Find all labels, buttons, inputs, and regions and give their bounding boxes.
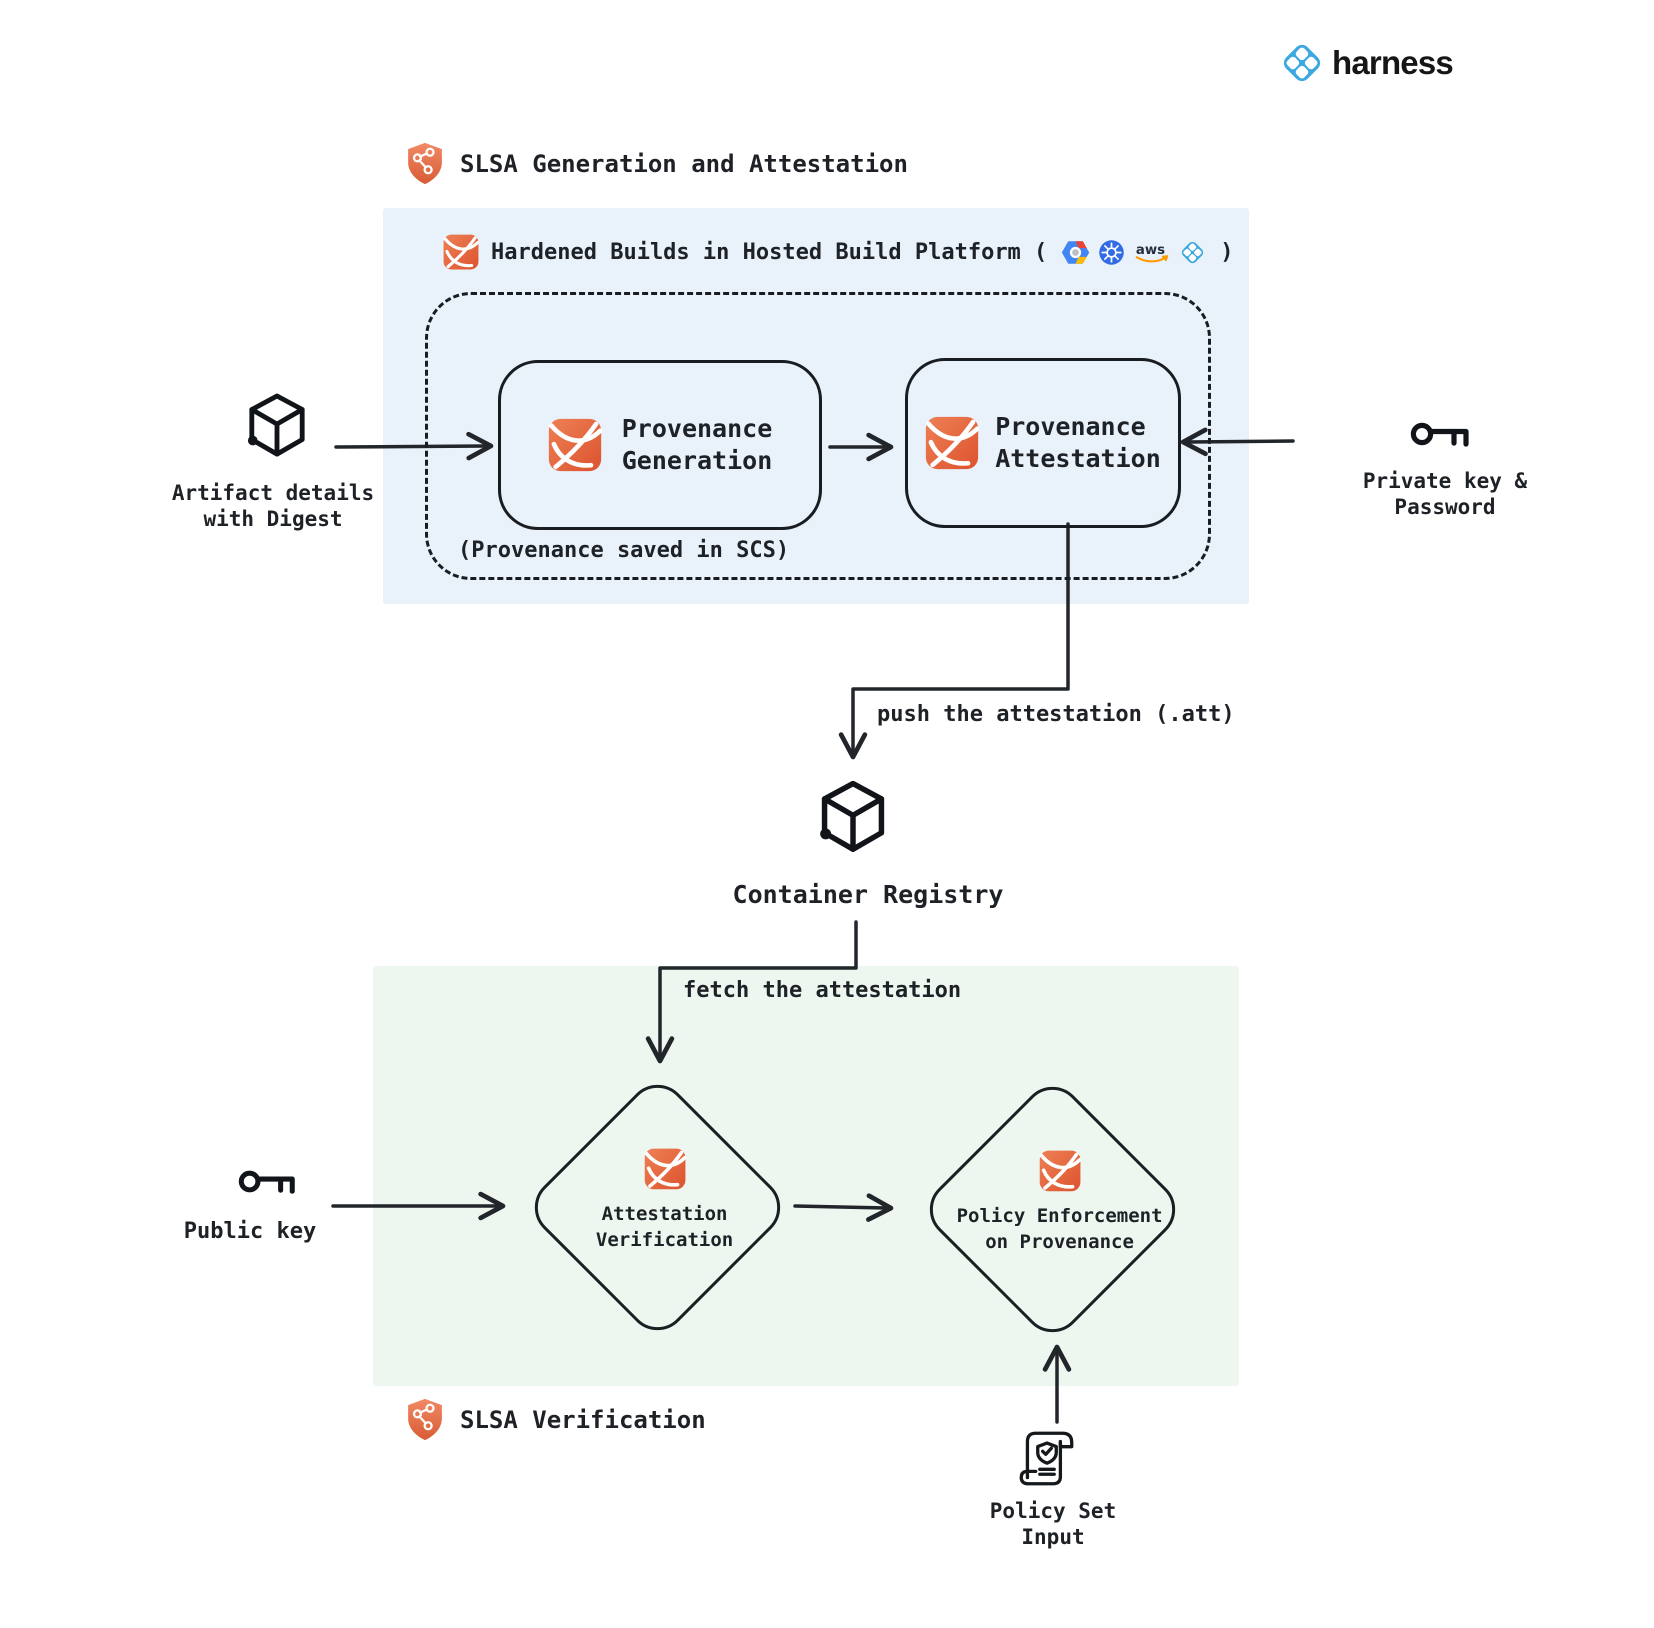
provenance-attestation-node [905, 358, 1181, 528]
verification-heading-text: SLSA Verification [460, 1405, 706, 1434]
harness-wordmark: harness [1332, 44, 1453, 81]
platform-icons [1061, 239, 1206, 266]
container-registry-label: Container Registry [732, 880, 1004, 909]
artifact-label: Artifact details with Digest [171, 481, 375, 532]
svg-text:aws: aws [1136, 242, 1166, 258]
artifact-cube-icon [246, 392, 308, 460]
kubernetes-icon [1098, 239, 1125, 266]
container-registry-icon [818, 779, 888, 856]
provenance-generation-node [498, 360, 822, 530]
policy-set-label: Policy Set Input [989, 1499, 1117, 1550]
push-attestation-label: push the attestation (.att) [877, 702, 1235, 727]
private-key-icon [1410, 418, 1474, 450]
provenance-generation-label: Provenance Generation [621, 413, 773, 475]
harness-logo [1279, 40, 1453, 86]
public-key-label: Public key [183, 1219, 317, 1244]
fetch-attestation-label: fetch the attestation [683, 978, 962, 1003]
google-cloud-icon [1061, 240, 1090, 265]
slsa-shield-icon [405, 1397, 445, 1442]
scs-icon [925, 416, 979, 470]
public-key-icon [238, 1166, 300, 1197]
aws-icon [1133, 239, 1171, 265]
policy-enforcement-label: Policy Enforcement on Provenance [956, 1204, 1163, 1253]
scs-icon [548, 418, 602, 472]
attestation-verification-node [522, 1072, 792, 1342]
private-key-label: Private key & Password [1362, 469, 1528, 520]
provenance-attestation-label: Provenance Attestation [995, 411, 1161, 473]
hardened-header-prefix: Hardened Builds in Hosted Build Platform ( [491, 239, 1048, 265]
generation-heading-text: SLSA Generation and Attestation [460, 149, 908, 178]
attestation-verification-label: Attestation Verification [595, 1202, 734, 1251]
scs-icon [644, 1148, 686, 1190]
slsa-shield-icon [405, 141, 445, 186]
scs-icon [443, 234, 479, 270]
policy-set-icon [1014, 1424, 1080, 1492]
scs-icon [1039, 1150, 1081, 1192]
harness-logo-icon [1279, 40, 1325, 86]
hardened-header-suffix: ) [1220, 239, 1234, 265]
provenance-note: (Provenance saved in SCS) [458, 538, 790, 563]
verification-heading [405, 1397, 706, 1442]
hardened-builds-header [443, 234, 1234, 270]
harness-icon [1179, 239, 1206, 266]
generation-heading [405, 141, 908, 186]
policy-enforcement-node [917, 1074, 1187, 1344]
